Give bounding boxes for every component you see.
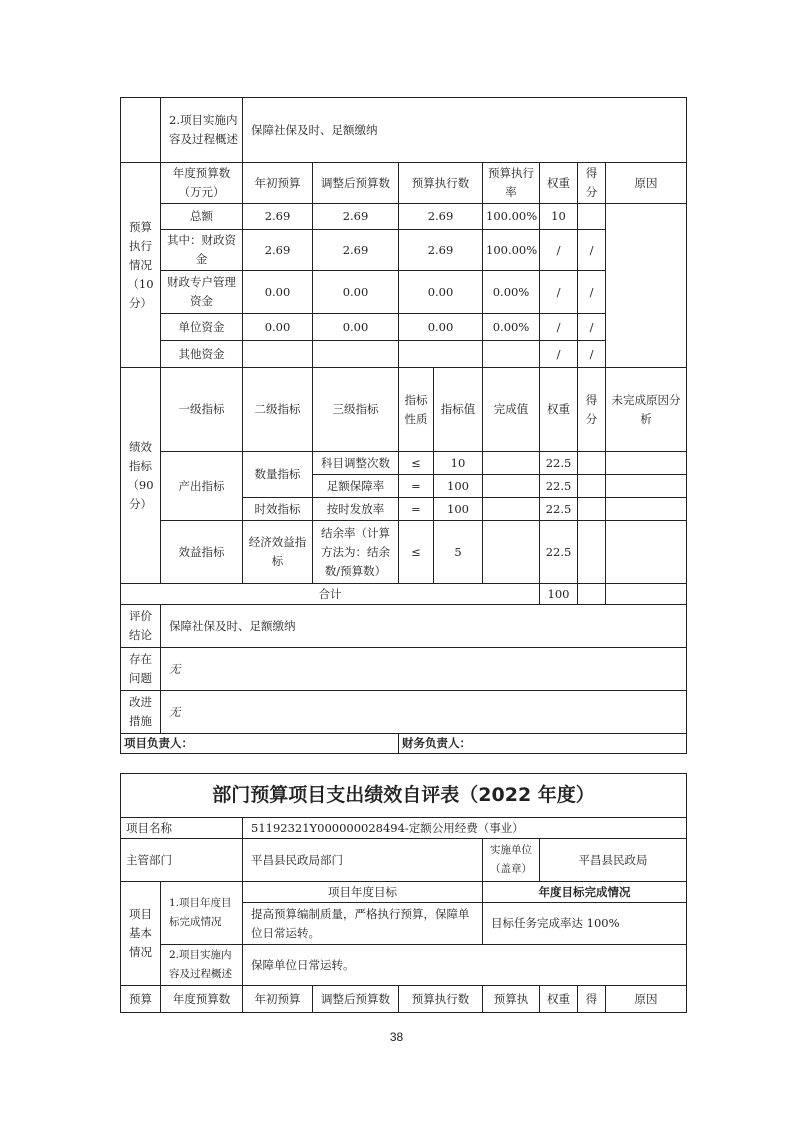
problem-label: 存在问题 bbox=[121, 648, 161, 691]
cell: 单位资金 bbox=[161, 314, 243, 341]
impl-label: 2.项目实施内容及过程概述 bbox=[161, 98, 243, 163]
improve-label: 改进措施 bbox=[121, 691, 161, 734]
budget-section-label: 预算执行情况（10分） bbox=[121, 163, 161, 368]
total-label: 合计 bbox=[121, 584, 540, 605]
finance-lead-label: 财务负责人： bbox=[399, 734, 687, 754]
cell: 数量指标 bbox=[243, 452, 313, 498]
cell: 效益指标 bbox=[161, 521, 243, 584]
header-cell: 预算执 bbox=[483, 986, 540, 1013]
cell: / bbox=[540, 271, 578, 314]
table-row bbox=[121, 271, 687, 314]
header-cell: 得 bbox=[578, 986, 606, 1013]
basic-info-label: 项目基本情况 bbox=[121, 882, 161, 986]
dept-value: 平昌县民政局部门 bbox=[243, 839, 483, 882]
self-evaluation-table-2022 bbox=[120, 773, 687, 1013]
header-cell: 预算执行率 bbox=[483, 163, 540, 204]
header-cell: 预算 bbox=[121, 986, 161, 1013]
header-cell: 年初预算 bbox=[243, 163, 313, 204]
impl-text: 保障单位日常运转。 bbox=[243, 945, 687, 986]
cell: 2.69 bbox=[399, 204, 483, 230]
header-cell: 未完成原因分析 bbox=[606, 368, 687, 452]
cell: 10 bbox=[434, 452, 483, 475]
cell: / bbox=[540, 341, 578, 368]
cell: / bbox=[540, 230, 578, 271]
cell: 10 bbox=[540, 204, 578, 230]
header-cell: 权重 bbox=[540, 163, 578, 204]
cell bbox=[483, 521, 540, 584]
cell: 0.00 bbox=[243, 271, 313, 314]
cell: 0.00 bbox=[243, 314, 313, 341]
header-cell: 完成值 bbox=[483, 368, 540, 452]
header-cell: 二级指标 bbox=[243, 368, 313, 452]
cell bbox=[313, 341, 399, 368]
problem-text: 无 bbox=[161, 648, 687, 691]
cell: 按时发放率 bbox=[313, 498, 399, 521]
done-header: 年度目标完成情况 bbox=[483, 882, 687, 903]
cell: 100.00% bbox=[483, 230, 540, 271]
cell: / bbox=[578, 314, 606, 341]
project-name-label: 项目名称 bbox=[121, 818, 243, 839]
done-text: 目标任务完成率达 100% bbox=[483, 903, 687, 945]
cell bbox=[483, 475, 540, 498]
table-row bbox=[121, 341, 687, 368]
header-cell: 得分 bbox=[578, 163, 606, 204]
cell bbox=[483, 452, 540, 475]
goal-text: 提高预算编制质量，严格执行预算，保障单位日常运转。 bbox=[243, 903, 483, 945]
cell: 结余率（计算方法为：结余数/预算数） bbox=[313, 521, 399, 584]
reason-cell bbox=[606, 204, 687, 368]
cell bbox=[243, 341, 313, 368]
total-row bbox=[121, 584, 687, 605]
impl-text: 保障社保及时、足额缴纳 bbox=[243, 98, 687, 163]
form-title: 部门预算项目支出绩效自评表（2022 年度） bbox=[121, 774, 687, 818]
cell: 总额 bbox=[161, 204, 243, 230]
cell bbox=[578, 204, 606, 230]
cell bbox=[483, 498, 540, 521]
unit-value: 平昌县民政局 bbox=[540, 839, 687, 882]
cell: 财政专户管理资金 bbox=[161, 271, 243, 314]
cell: 0.00 bbox=[399, 271, 483, 314]
cell: 经济效益指标 bbox=[243, 521, 313, 584]
cell: 100 bbox=[434, 498, 483, 521]
goal-label: 1.项目年度目标完成情况 bbox=[161, 882, 243, 945]
cell: 5 bbox=[434, 521, 483, 584]
table-row bbox=[121, 314, 687, 341]
cell: 0.00 bbox=[313, 314, 399, 341]
cell: 其中：财政资金 bbox=[161, 230, 243, 271]
header-cell: 权重 bbox=[540, 986, 578, 1013]
cell: 足额保障率 bbox=[313, 475, 399, 498]
cell: 0.00% bbox=[483, 271, 540, 314]
cell: 2.69 bbox=[243, 230, 313, 271]
project-lead-label: 项目负责人： bbox=[121, 734, 399, 754]
cell: 100 bbox=[434, 475, 483, 498]
header-cell: 预算执行数 bbox=[399, 163, 483, 204]
table-row bbox=[121, 452, 687, 475]
table-row bbox=[121, 521, 687, 584]
header-cell: 指标值 bbox=[434, 368, 483, 452]
cell: / bbox=[540, 314, 578, 341]
cell: 产出指标 bbox=[161, 452, 243, 521]
header-cell: 年初预算 bbox=[243, 986, 313, 1013]
dept-label: 主管部门 bbox=[121, 839, 243, 882]
table-row bbox=[121, 204, 687, 230]
cell: 2.69 bbox=[313, 230, 399, 271]
table-row bbox=[121, 230, 687, 271]
cell: 22.5 bbox=[540, 452, 578, 475]
cell: 科目调整次数 bbox=[313, 452, 399, 475]
cell bbox=[483, 341, 540, 368]
conclusion-text: 保障社保及时、足额缴纳 bbox=[161, 605, 687, 648]
header-cell: 指标性质 bbox=[399, 368, 434, 452]
header-cell: 预算执行数 bbox=[399, 986, 483, 1013]
cell bbox=[399, 341, 483, 368]
header-cell: 权重 bbox=[540, 368, 578, 452]
budget-header-row bbox=[121, 986, 687, 1013]
cell: / bbox=[578, 271, 606, 314]
perf-section-label: 绩效指标（90分） bbox=[121, 368, 161, 584]
cell: 0.00% bbox=[483, 314, 540, 341]
header-cell: 年度预算数 bbox=[161, 986, 243, 1013]
cell: ≤ bbox=[399, 452, 434, 475]
cell: 22.5 bbox=[540, 498, 578, 521]
cell: 2.69 bbox=[313, 204, 399, 230]
cell: 其他资金 bbox=[161, 341, 243, 368]
header-cell: 年度预算数（万元） bbox=[161, 163, 243, 204]
header-cell: 调整后预算数 bbox=[313, 986, 399, 1013]
unit-label: 实施单位（盖章） bbox=[483, 839, 540, 882]
total-weight: 100 bbox=[540, 584, 578, 605]
impl-label: 2.项目实施内容及过程概述 bbox=[161, 945, 243, 986]
project-name: 51192321Y000000028494-定额公用经费（事业） bbox=[243, 818, 687, 839]
header-cell: 原因 bbox=[606, 986, 687, 1013]
goal-header: 项目年度目标 bbox=[243, 882, 483, 903]
header-cell: 原因 bbox=[606, 163, 687, 204]
header-cell: 调整后预算数 bbox=[313, 163, 399, 204]
conclusion-label: 评价结论 bbox=[121, 605, 161, 648]
header-cell: 得分 bbox=[578, 368, 606, 452]
cell: ≤ bbox=[399, 521, 434, 584]
cell: 2.69 bbox=[243, 204, 313, 230]
cell: = bbox=[399, 498, 434, 521]
cell: / bbox=[578, 341, 606, 368]
cell: 22.5 bbox=[540, 475, 578, 498]
cell: 100.00% bbox=[483, 204, 540, 230]
cell: = bbox=[399, 475, 434, 498]
cell: 0.00 bbox=[313, 271, 399, 314]
cell: 2.69 bbox=[399, 230, 483, 271]
cell: 0.00 bbox=[399, 314, 483, 341]
header-cell: 一级指标 bbox=[161, 368, 243, 452]
budget-performance-table-continued bbox=[120, 97, 687, 754]
page-number: 38 bbox=[389, 1030, 404, 1044]
header-cell: 三级指标 bbox=[313, 368, 399, 452]
cell: 时效指标 bbox=[243, 498, 313, 521]
improve-text: 无 bbox=[161, 691, 687, 734]
cell: / bbox=[578, 230, 606, 271]
cell: 22.5 bbox=[540, 521, 578, 584]
